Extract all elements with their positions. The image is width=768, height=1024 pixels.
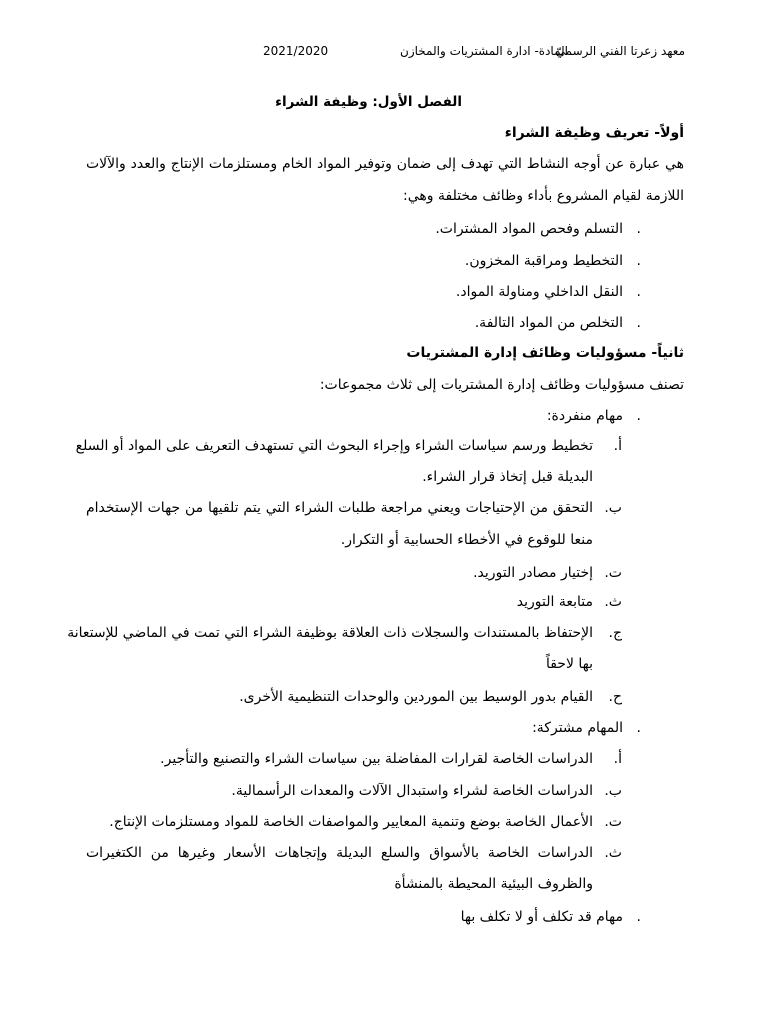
item-letter: ث. bbox=[604, 594, 622, 610]
item-letter: ج. bbox=[608, 625, 622, 641]
item-text-line-1: تخطيط ورسم سياسات الشراء وإجراء البحوث التي تستهدف التعريف على المواد أو السلع bbox=[75, 438, 593, 454]
item-text-line-2: البديلة قبل إتخاذ قرار الشراء. bbox=[422, 469, 593, 485]
section2-intro: تصنف مسؤوليات وظائف إدارة المشتريات إلى ثلاث مجموعات: bbox=[319, 377, 684, 393]
bullet-mark: . bbox=[636, 221, 641, 237]
bullet-mark: . bbox=[636, 408, 641, 424]
item-letter: أ. bbox=[613, 751, 622, 767]
item-text-line-1: التحقق من الإحتياجات ويعني مراجعة طلبات الشراء التي يتم تلقيها من جهات الإستخدام bbox=[86, 500, 593, 516]
item-text-line-2: منعا للوقوع في الأخطاء الحسابية أو التكرار. bbox=[340, 532, 593, 548]
item-letter: ح. bbox=[608, 689, 622, 705]
item-text-line-1: الأعمال الخاصة بوضع وتنمية المعايير والمواصفات الخاصة للمواد ومستلزمات الإنتاج. bbox=[109, 814, 593, 830]
section1-paragraph-line-2: اللازمة لقيام المشروع بأداء وظائف مختلفة وهي: bbox=[403, 188, 684, 204]
item-letter: أ. bbox=[613, 438, 622, 454]
item-text-line-1: القيام بدور الوسيط بين الموردين والوحدات التنظيمية الأخرى. bbox=[239, 689, 593, 705]
item-letter: ب. bbox=[604, 783, 622, 799]
item-letter: ب. bbox=[604, 500, 622, 516]
item-letter: ت. bbox=[604, 814, 622, 830]
item-text-line-1: متابعة التوريد bbox=[516, 594, 593, 610]
bullet-mark: . bbox=[636, 253, 641, 269]
item-text-line-1: الدراسات الخاصة لقرارات المفاضلة بين سياسات الشراء والتصنيع والتأجير. bbox=[160, 751, 593, 767]
group2-title: المهام مشتركة: bbox=[532, 720, 623, 736]
item-text-line-1: الإحتفاظ بالمستندات والسجلات ذات العلاقة بوظيفة الشراء التي تمت في الماضي للإستعانة bbox=[67, 625, 593, 641]
bullet-item: التخطيط ومراقبة المخزون. bbox=[464, 253, 623, 269]
item-letter: ث. bbox=[604, 845, 622, 861]
item-text-line-1: الدراسات الخاصة بالأسواق والسلع البديلة وإتجاهات الأسعار وغيرها من الكتغيرات bbox=[86, 845, 593, 861]
item-letter: ت. bbox=[604, 565, 622, 581]
section1-paragraph-line-1: هي عبارة عن أوجه النشاط التي تهدف إلى ضمان وتوفير المواد الخام ومستلزمات الإنتاج والعدد والآلات bbox=[86, 156, 684, 172]
bullet-item: التسلم وفحص المواد المشترات. bbox=[435, 221, 623, 237]
header-subject: المادة- ادارة المشتريات والمخازن bbox=[400, 44, 568, 58]
item-text-line-2: والظروف البيئية المحيطة بالمنشأة bbox=[394, 876, 593, 892]
group1-title: مهام منفردة: bbox=[546, 408, 623, 424]
bullet-mark: . bbox=[636, 284, 641, 300]
bullet-mark: . bbox=[636, 720, 641, 736]
bullet-mark: . bbox=[636, 315, 641, 331]
item-text-line-1: الدراسات الخاصة لشراء واستبدال الآلات والمعدات الرأسمالية. bbox=[231, 783, 593, 799]
group3-title: مهام قد تكلف أو لا تكلف بها bbox=[460, 909, 623, 925]
header-institute: معهد زعرتا الفني الرسميّ bbox=[555, 44, 685, 58]
bullet-item: النقل الداخلي ومناولة المواد. bbox=[455, 284, 623, 300]
section2-heading: ثانياً- مسؤوليات وظائف إدارة المشتريات bbox=[406, 345, 684, 361]
item-text-line-1: إختيار مصادر التوريد. bbox=[473, 565, 593, 581]
item-text-line-2: بها لاحقاً bbox=[545, 656, 593, 672]
header-year: 2021/2020 bbox=[263, 44, 329, 58]
bullet-item: التخلص من المواد التالفة. bbox=[474, 315, 623, 331]
bullet-mark: . bbox=[636, 909, 641, 925]
section1-heading: أولاً- تعريف وظيفة الشراء bbox=[504, 125, 684, 141]
chapter-title: الفصل الأول: وظيفة الشراء bbox=[275, 94, 462, 110]
